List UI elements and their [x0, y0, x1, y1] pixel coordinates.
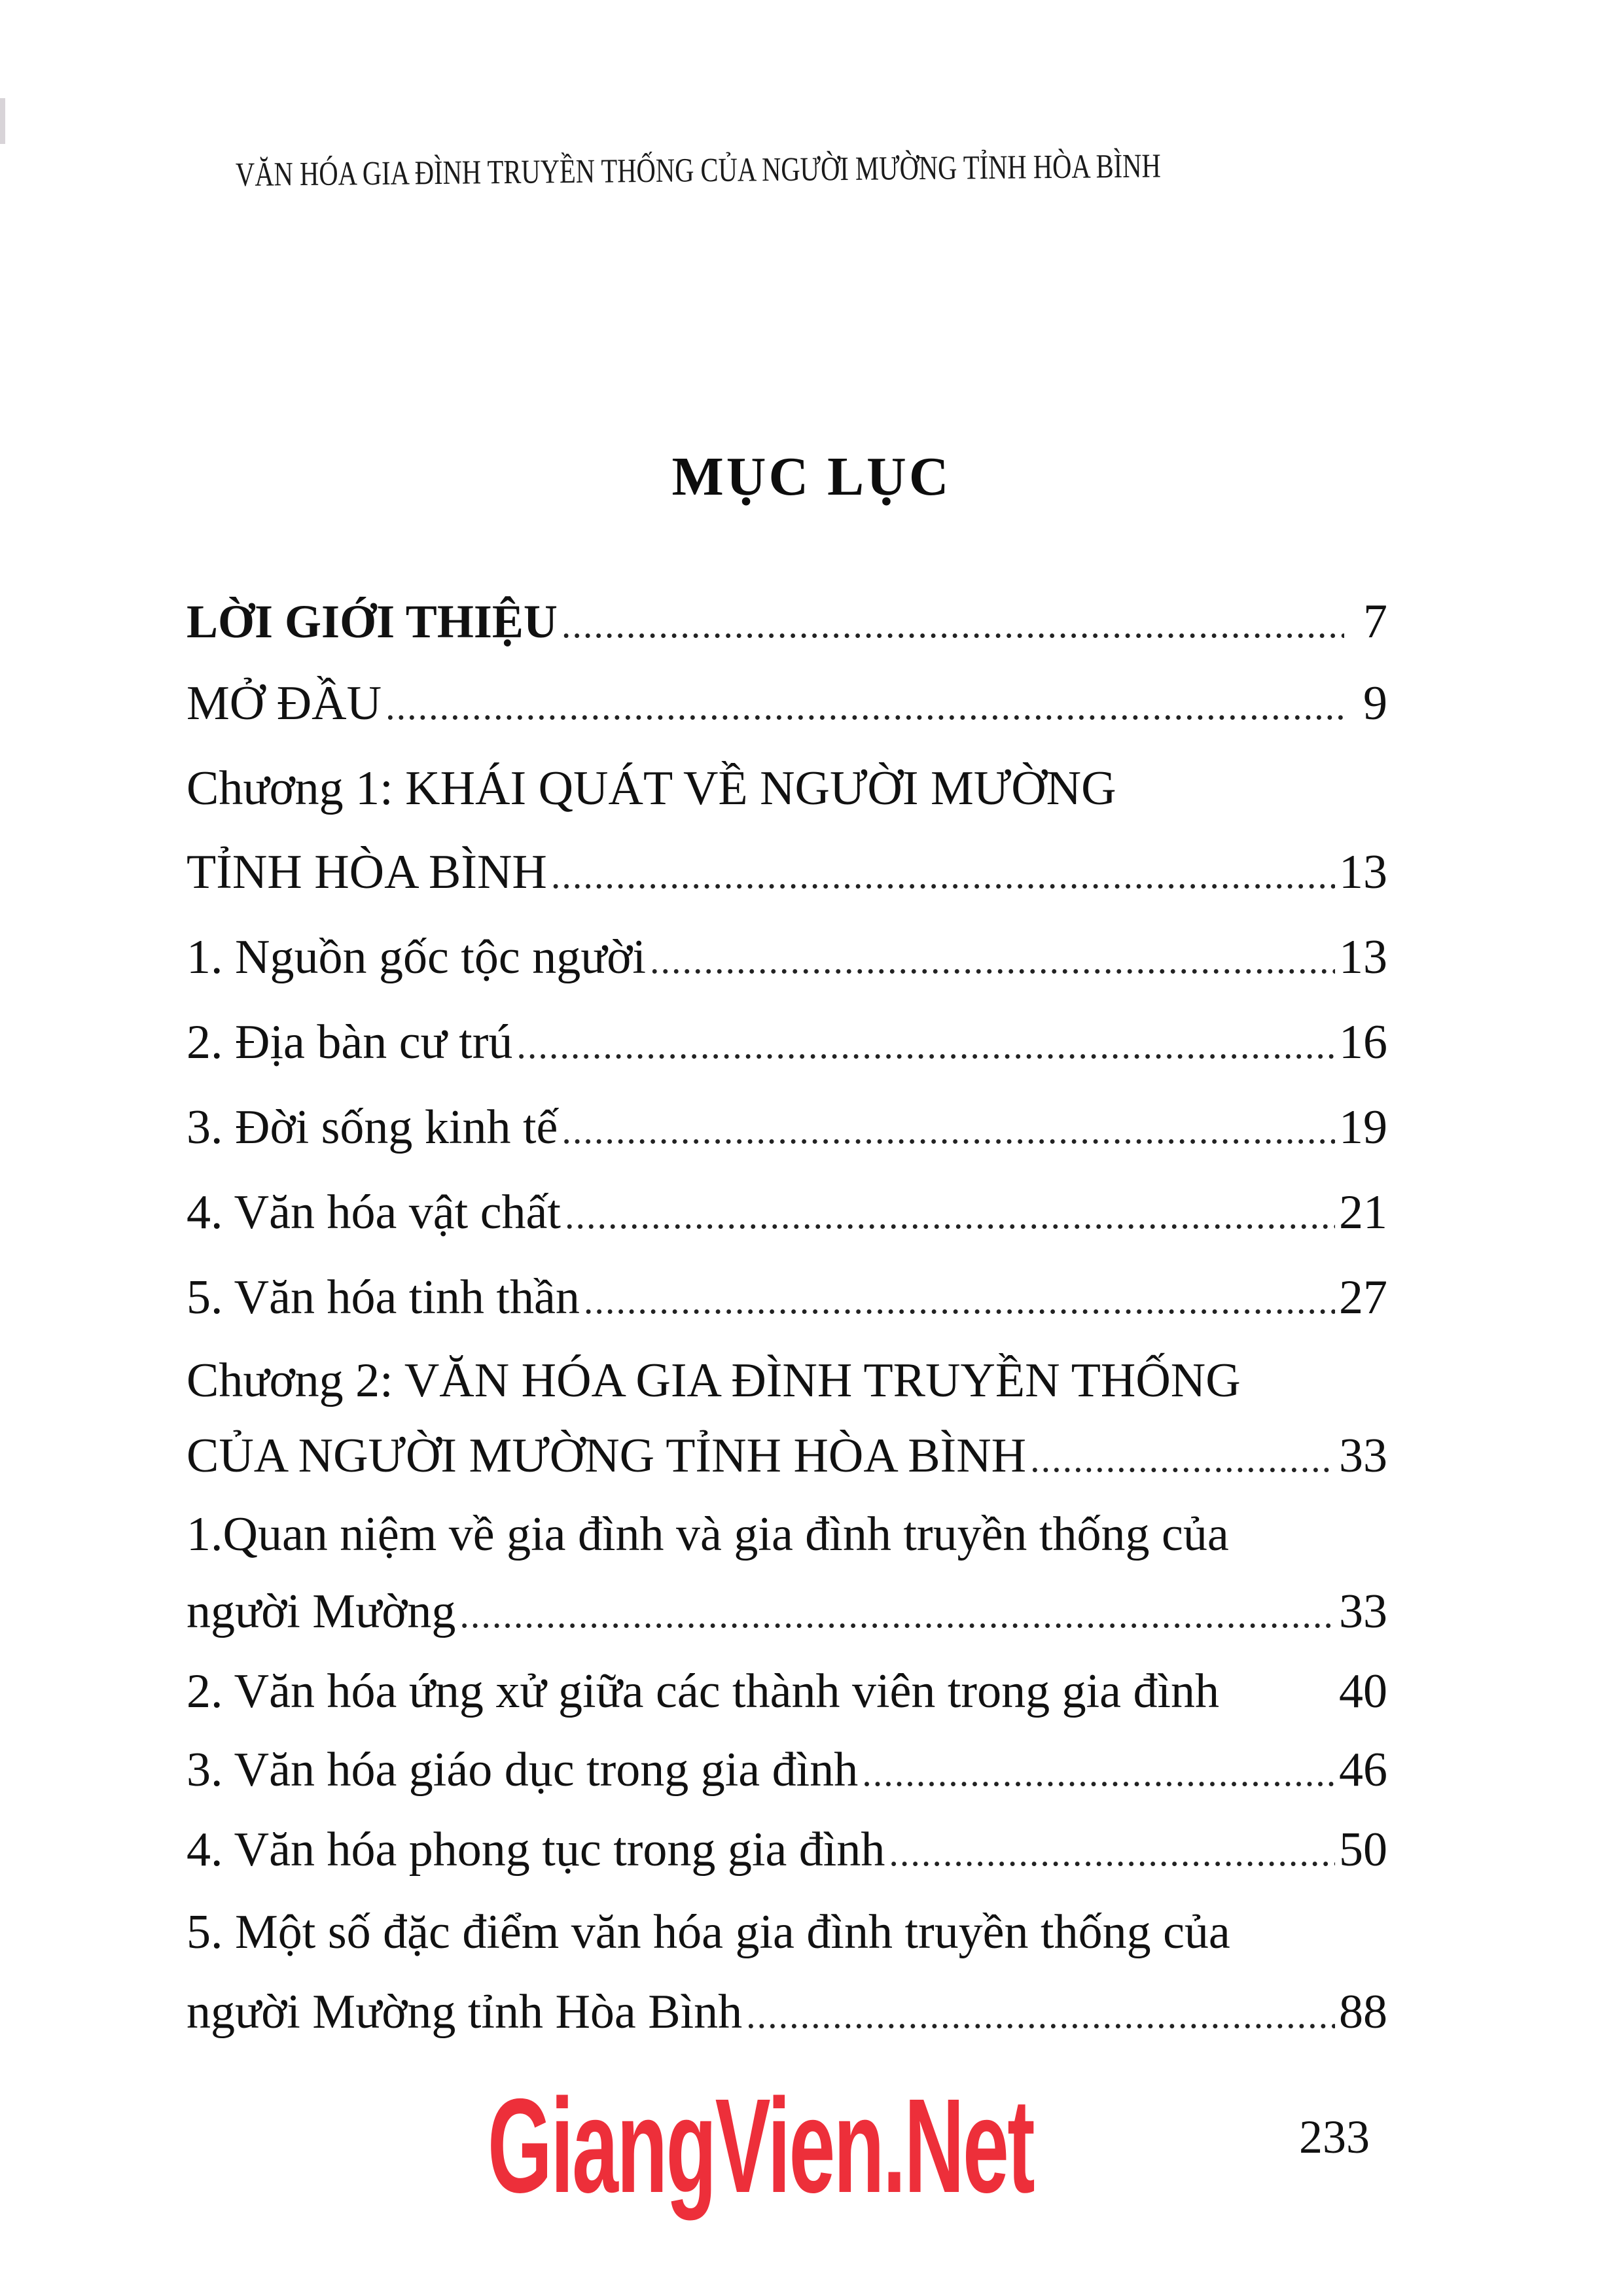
- toc-entry-page: 88: [1339, 1985, 1387, 2039]
- toc-entry-label: CỦA NGƯỜI MƯỜNG TỈNH HÒA BÌNH: [187, 1429, 1027, 1483]
- scan-edge-mark: [0, 98, 5, 144]
- watermark-logo: GiangVien.Net: [488, 2071, 1034, 2221]
- toc-entry-2-5[interactable]: [187, 1899, 1387, 1965]
- toc-entry-page: 13: [1339, 930, 1387, 984]
- toc-entry-label: 2. Địa bàn cư trú: [187, 1016, 513, 1069]
- toc-entry-loi-gioi-thieu[interactable]: [187, 589, 1387, 654]
- toc-entry-page: 21: [1339, 1186, 1387, 1239]
- page-title: MỤC LỤC: [671, 446, 952, 507]
- toc-entry-label: MỞ ĐẦU: [187, 677, 382, 730]
- toc-entry-label: 1. Nguồn gốc tộc người: [187, 930, 646, 984]
- toc-entry-label: người Mường: [187, 1585, 456, 1638]
- toc-entry-1-1[interactable]: [187, 925, 1387, 990]
- toc-entry-label: Chương 2: VĂN HÓA GIA ĐÌNH TRUYỀN THỐNG: [187, 1354, 1241, 1407]
- dot-leader: [746, 1983, 1335, 2048]
- toc-entry-page: 7: [1363, 595, 1387, 648]
- running-header: VĂN HÓA GIA ĐÌNH TRUYỀN THỐNG CỦA NGƯỜI MƯỜNG TỈNH HÒA BÌNH: [235, 147, 1162, 194]
- toc-entry-page: 16: [1339, 1016, 1387, 1069]
- dot-leader: [459, 1582, 1335, 1648]
- toc-entry-2-4[interactable]: [187, 1817, 1387, 1882]
- toc-entry-label: 5. Văn hóa tinh thần: [187, 1271, 580, 1324]
- dot-leader: [385, 674, 1344, 739]
- toc-entry-label: TỈNH HÒA BÌNH: [187, 845, 547, 899]
- toc-entry-mo-dau[interactable]: [187, 671, 1387, 736]
- toc-entry-label: LỜI GIỚI THIỆU: [187, 595, 558, 648]
- toc-entry-chapter-1[interactable]: [187, 756, 1387, 821]
- dot-leader: [551, 843, 1335, 908]
- toc-entry-2-5-cont[interactable]: [187, 1979, 1387, 2045]
- toc-entry-label: 4. Văn hóa vật chất: [187, 1186, 561, 1239]
- toc-entry-label: 3. Đời sống kinh tế: [187, 1101, 558, 1154]
- toc-entry-page: 40: [1339, 1665, 1387, 1718]
- toc-entry-page: 9: [1363, 677, 1387, 730]
- toc-entry-2-2[interactable]: [187, 1659, 1387, 1724]
- toc-entry-page: 46: [1339, 1743, 1387, 1797]
- toc-entry-page: 33: [1339, 1585, 1387, 1638]
- toc-entry-label: Chương 1: KHÁI QUÁT VỀ NGƯỜI MƯỜNG: [187, 762, 1116, 815]
- dot-leader: [862, 1740, 1335, 1806]
- dot-leader: [650, 928, 1335, 993]
- toc-entry-1-5[interactable]: [187, 1265, 1387, 1330]
- toc-entry-chapter-1-cont[interactable]: [187, 839, 1387, 905]
- dot-leader: [584, 1268, 1335, 1333]
- toc-entry-1-4[interactable]: [187, 1180, 1387, 1245]
- toc-entry-page: 33: [1339, 1429, 1387, 1483]
- page-number: 233: [1299, 2111, 1370, 2163]
- dot-leader: [562, 1098, 1335, 1163]
- toc-entry-1-3[interactable]: [187, 1095, 1387, 1160]
- dot-leader: [889, 1820, 1335, 1886]
- toc-entry-label: 1.Quan niệm về gia đình và gia đình truyền thống của: [187, 1508, 1229, 1561]
- toc-entry-page: 19: [1339, 1101, 1387, 1154]
- toc-entry-label: 5. Một số đặc điểm văn hóa gia đình truyền thống của: [187, 1905, 1230, 1959]
- toc-entry-2-3[interactable]: [187, 1737, 1387, 1803]
- toc-entry-2-1-cont[interactable]: [187, 1579, 1387, 1644]
- dot-leader: [516, 1013, 1335, 1078]
- toc-entry-2-1[interactable]: [187, 1502, 1387, 1567]
- dot-leader: [1030, 1426, 1335, 1492]
- toc-entry-page: 50: [1339, 1823, 1387, 1877]
- toc-entry-chapter-2[interactable]: [187, 1348, 1387, 1413]
- toc-entry-chapter-2-cont[interactable]: [187, 1423, 1387, 1489]
- toc-entry-label: 3. Văn hóa giáo dục trong gia đình: [187, 1743, 859, 1797]
- toc-entry-page: 13: [1339, 845, 1387, 899]
- dot-leader: [565, 1183, 1335, 1248]
- toc-entry-label: người Mường tỉnh Hòa Bình: [187, 1985, 743, 2039]
- toc-entry-page: 27: [1339, 1271, 1387, 1324]
- toc-entry-label: 2. Văn hóa ứng xử giữa các thành viên trong gia đình: [187, 1665, 1220, 1718]
- toc-entry-label: 4. Văn hóa phong tục trong gia đình: [187, 1823, 885, 1877]
- toc-entry-1-2[interactable]: [187, 1010, 1387, 1075]
- dot-leader: [562, 592, 1344, 658]
